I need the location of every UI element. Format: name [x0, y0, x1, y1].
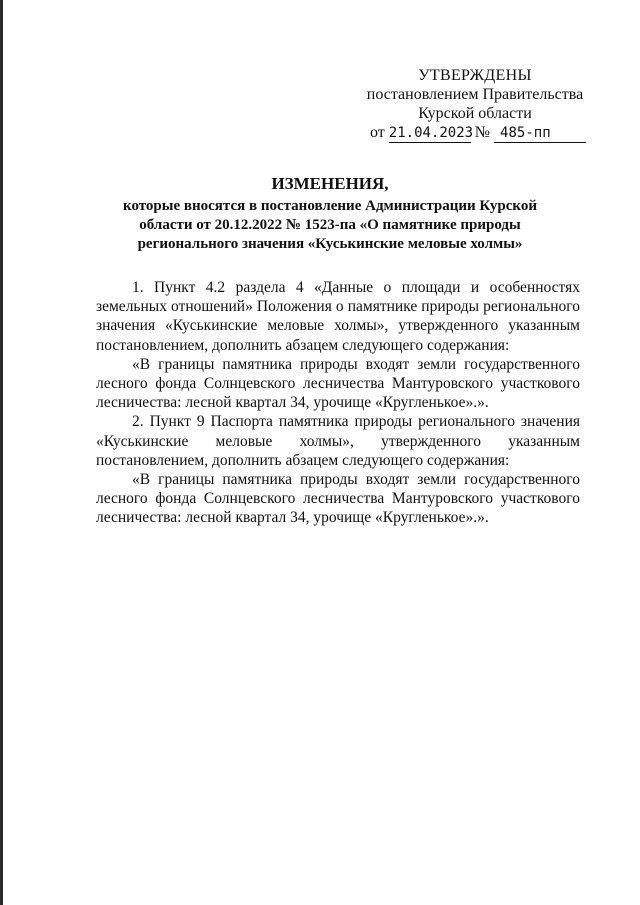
approval-line-2: Курской области — [418, 105, 532, 122]
approval-title: УТВЕРЖДЕНЫ — [418, 67, 532, 84]
paragraph-item-2: 2. Пункт 9 Паспорта памятника природы регионального значения «Куськинские меловые холмы», утвержденного указанным постановлением, дополнить абзацем следующего содержания: — [96, 413, 580, 469]
approval-date: 21.04.2023 — [388, 125, 474, 141]
document-subtitle-line: регионального значения «Куськинские меловые холмы» — [137, 236, 523, 252]
document-heading — [90, 174, 570, 254]
document-subtitle-line: области от 20.12.2022 № 1523-па «О памятнике природы — [139, 217, 521, 233]
document-subtitle-line: которые вносятся в постановление Администрации Курской — [123, 198, 537, 214]
paragraph-item-1: 1. Пункт 4.2 раздела 4 «Данные о площади и особенностях земельных отношений» Положения о памятнике природы регионального значения «Куськинские меловые холмы», утвержденного указанным постановлением, дополнить абзацем следующего содержания: — [96, 279, 580, 354]
approval-date-line — [360, 123, 590, 143]
date-prefix: от — [370, 124, 385, 141]
scan-edge-line — [0, 0, 3, 905]
number-prefix: № — [474, 124, 491, 141]
document-body — [96, 278, 580, 528]
paragraph-quote-2: «В границы памятника природы входят земли государственного лесного фонда Солнцевского лесничества Мантуровского участкового лесничества: лесной квартал 34, урочище «Кругленькое».». — [96, 471, 580, 527]
approval-number: 485-пп — [494, 125, 586, 143]
document-title: ИЗМЕНЕНИЯ, — [271, 174, 389, 193]
approval-line-1: постановлением Правительства — [366, 86, 584, 103]
paragraph-quote-1: «В границы памятника природы входят земли государственного лесного фонда Солнцевского лесничества Мантуровского участкового лесничества: лесной квартал 34, урочище «Кругленькое».». — [96, 355, 580, 412]
approval-stamp-block — [360, 66, 590, 143]
